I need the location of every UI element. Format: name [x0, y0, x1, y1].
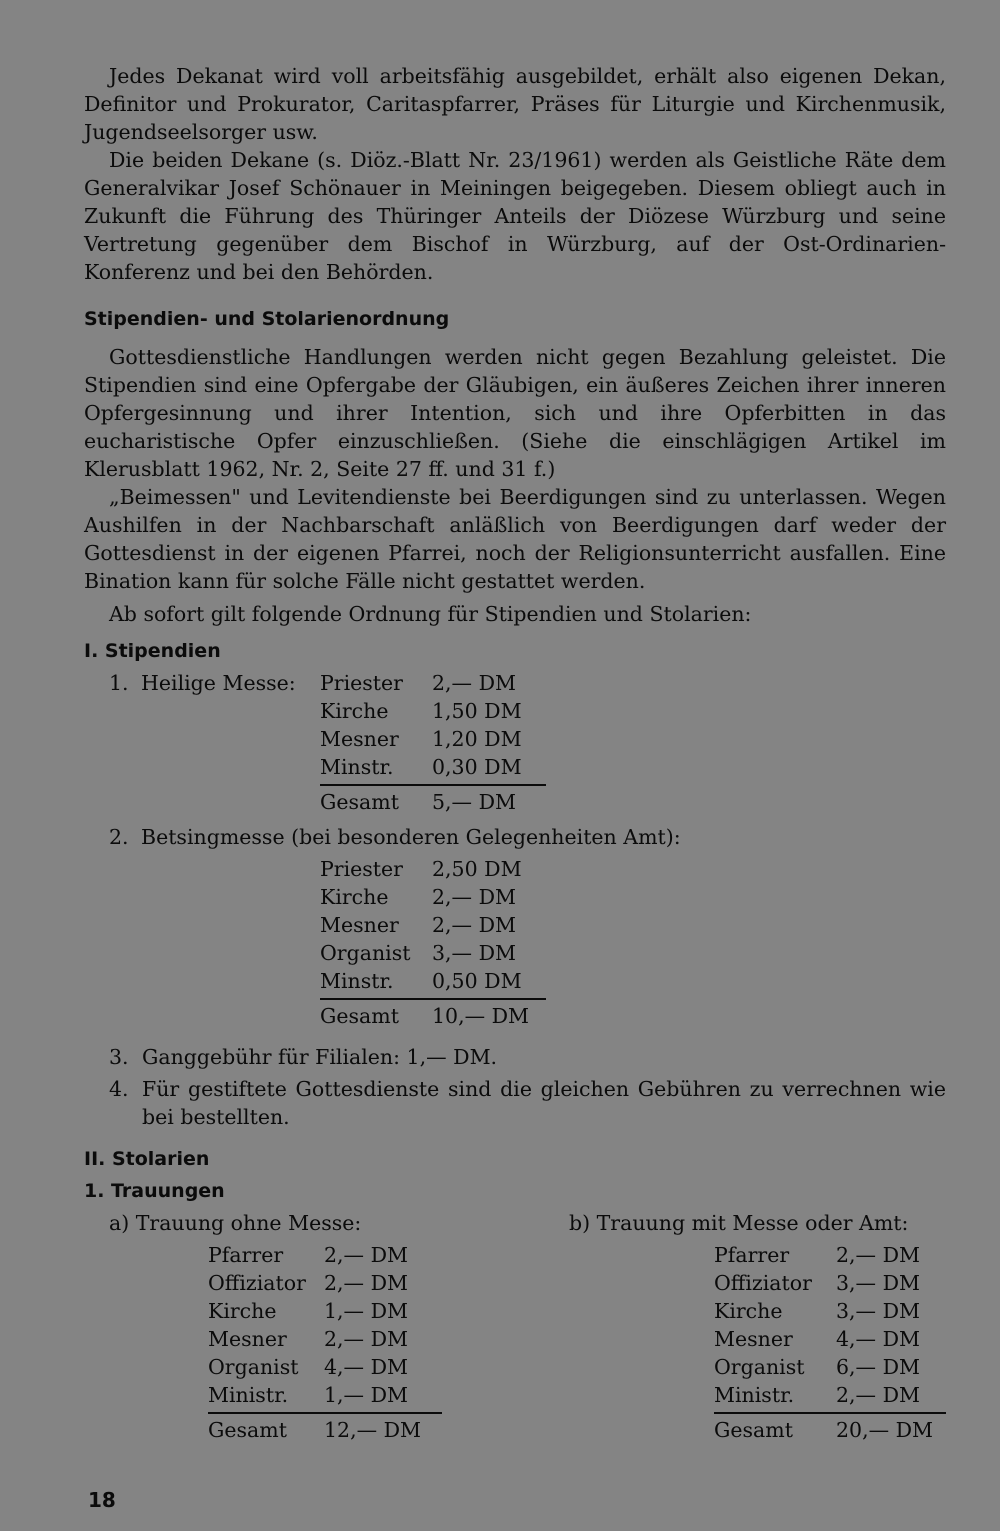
fee-row: Organist 4,— DM — [208, 1355, 409, 1379]
list-item: 4. Für gestiftete Gottesdienste sind die gleichen Gebühren zu verrechnen wie bei bestellten. — [109, 1077, 946, 1129]
stolarien-heading: II. Stolarien — [84, 1148, 210, 1170]
fee-row: Mesner 4,— DM — [714, 1327, 921, 1351]
list-item: 3. Ganggebühr für Filialen: 1,— DM. — [109, 1045, 498, 1069]
item-number: 2. — [109, 825, 129, 849]
fee-row: Ministr. 1,— DM — [208, 1383, 409, 1407]
fee-row: Offiziator 3,— DM — [714, 1271, 921, 1295]
total-row: Gesamt 10,— DM — [320, 998, 546, 1030]
fee-row: Minstr. 0,30 DM — [320, 755, 522, 779]
paragraph-1: Gottesdienstliche Handlungen werden nicht gegen Bezahlung geleistet. Die Stipendien sind eine Opfergabe der Gläubigen, ein äußeres Zeichen ihrer inneren Opfergesinnung und ihrer Intention, sich und ihre Opferbitten in das eucharistische Opfer einzuschließen. (Siehe die einschlägigen Artikel im Klerusblatt 1962, Nr. 2, Seite 27 ff. und 31 f.) — [84, 345, 946, 481]
fee-row: Priester 2,50 DM — [320, 857, 522, 881]
fee-row: Minstr. 0,50 DM — [320, 969, 522, 993]
body-text — [84, 62, 946, 1449]
fee-row: Organist 6,— DM — [714, 1355, 921, 1379]
total-row: Gesamt 5,— DM — [320, 784, 546, 816]
betsingmesse-table — [84, 823, 946, 1033]
trauung-a-label: a) Trauung ohne Messe: — [109, 1211, 362, 1235]
section-heading: Stipendien- und Stolarienordnung — [84, 308, 450, 330]
fee-row: Priester 2,— DM — [320, 671, 517, 695]
fee-row: Kirche 1,— DM — [208, 1299, 409, 1323]
total-row: Gesamt 12,— DM — [208, 1412, 442, 1444]
item-label: Heilige Messe: — [141, 671, 296, 695]
heilige-messe-table — [84, 669, 946, 814]
fee-row: Kirche 1,50 DM — [320, 699, 522, 723]
fee-row: Pfarrer 2,— DM — [714, 1243, 921, 1267]
item-number: 1. — [109, 671, 129, 695]
trauungen-heading: 1. Trauungen — [84, 1180, 225, 1202]
trauung-b-label: b) Trauung mit Messe oder Amt: — [569, 1211, 909, 1235]
trauung-a-fee-list — [208, 1241, 442, 1444]
fee-row: Ministr. 2,— DM — [714, 1383, 921, 1407]
trauungen-tables — [84, 1209, 946, 1449]
paragraph-3: Ab sofort gilt folgende Ordnung für Stipendien und Stolarien: — [109, 602, 752, 626]
intro-paragraph-2: Die beiden Dekane (s. Diöz.-Blatt Nr. 23/1961) werden als Geistliche Räte dem Generalvikar Josef Schönauer in Meiningen beigegeben. Diesem obliegt auch in Zukunft die Führung des Thüringer Anteils der Diözese Würzburg und seine Vertretung gegenüber dem Bischof in Würzburg, auf der Ost-Ordinarien-Konferenz und bei den Behörden. — [84, 148, 946, 284]
stipendien-heading: I. Stipendien — [84, 640, 221, 662]
fee-list — [320, 669, 546, 816]
fee-list — [320, 855, 546, 1030]
fee-row: Mesner 2,— DM — [320, 913, 517, 937]
fee-row: Kirche 3,— DM — [714, 1299, 921, 1323]
intro-paragraph-1: Jedes Dekanat wird voll arbeitsfähig ausgebildet, erhält also eigenen Dekan, Definitor und Prokurator, Caritaspfarrer, Präses für Liturgie und Kirchenmusik, Jugendseelsorger usw. — [84, 64, 946, 144]
fee-row: Offiziator 2,— DM — [208, 1271, 409, 1295]
trauung-b-fee-list — [714, 1241, 946, 1444]
fee-row: Pfarrer 2,— DM — [208, 1243, 409, 1267]
paragraph-2: „Beimessen" und Levitendienste bei Beerdigungen sind zu unterlassen. Wegen Aushilfen in der Nachbarschaft anläßlich von Beerdigungen darf weder der Gottesdienst in der eigenen Pfarrei, noch der Religionsunterricht ausfallen. Eine Bination kann für solche Fälle nicht gestattet werden. — [84, 485, 946, 593]
item-label: Betsingmesse (bei besonderen Gelegenheiten Amt): — [141, 825, 681, 849]
fee-row: Kirche 2,— DM — [320, 885, 517, 909]
fee-row: Organist 3,— DM — [320, 941, 517, 965]
fee-row: Mesner 2,— DM — [208, 1327, 409, 1351]
fee-row: Mesner 1,20 DM — [320, 727, 522, 751]
page-number: 18 — [88, 1488, 116, 1512]
total-row: Gesamt 20,— DM — [714, 1412, 946, 1444]
